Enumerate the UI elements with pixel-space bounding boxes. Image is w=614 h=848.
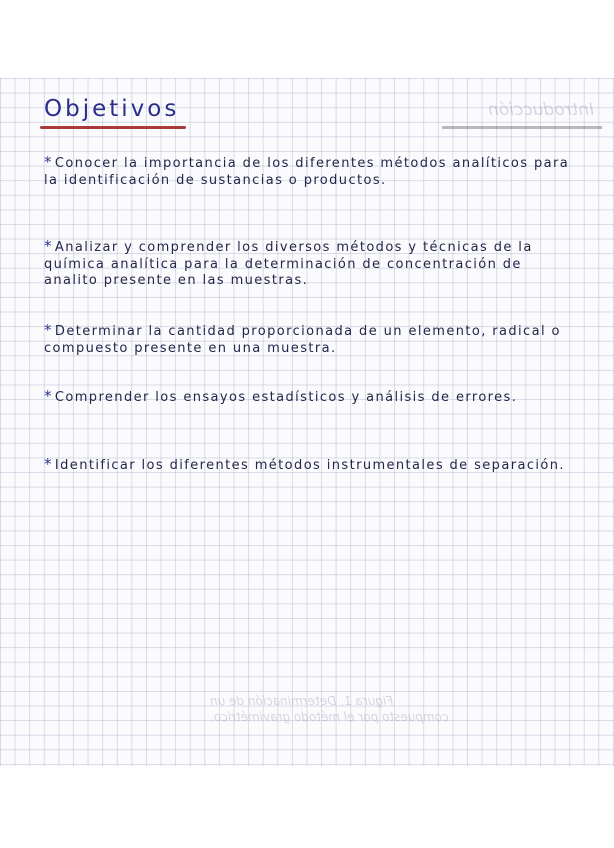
grid-paper-sheet [0,78,614,766]
objective-text: Identificar los diferentes métodos instrumentales de separación. [54,458,565,473]
bleed-through-title: Introducción [487,100,594,120]
objective-item [44,388,574,407]
asterisk-icon: * [44,455,53,473]
title-underline [40,126,186,129]
bleed-through-caption: Figura 1. Determinación de un compuesto por el método gravimétrico. [210,694,449,724]
objective-text: Conocer la importancia de los diferentes métodos analíticos para la identificación de sustancias o productos. [44,156,570,188]
objective-item [44,238,574,290]
asterisk-icon: * [44,387,53,405]
objective-text: Analizar y comprender los diversos métodos y técnicas de la química analítica para la determinación de concentración de analito presente en las muestras. [44,240,533,288]
bleed-through-underline [442,126,602,129]
page-title: Objetivos [44,96,180,122]
objective-item [44,154,574,189]
asterisk-icon: * [44,237,53,255]
asterisk-icon: * [44,321,53,339]
asterisk-icon: * [44,153,53,171]
objective-item [44,322,574,357]
objective-text: Determinar la cantidad proporcionada de un elemento, radical o compuesto presente en una muestra. [44,324,561,356]
objective-text: Comprender los ensayos estadísticos y análisis de errores. [54,390,518,405]
objective-item [44,456,574,475]
